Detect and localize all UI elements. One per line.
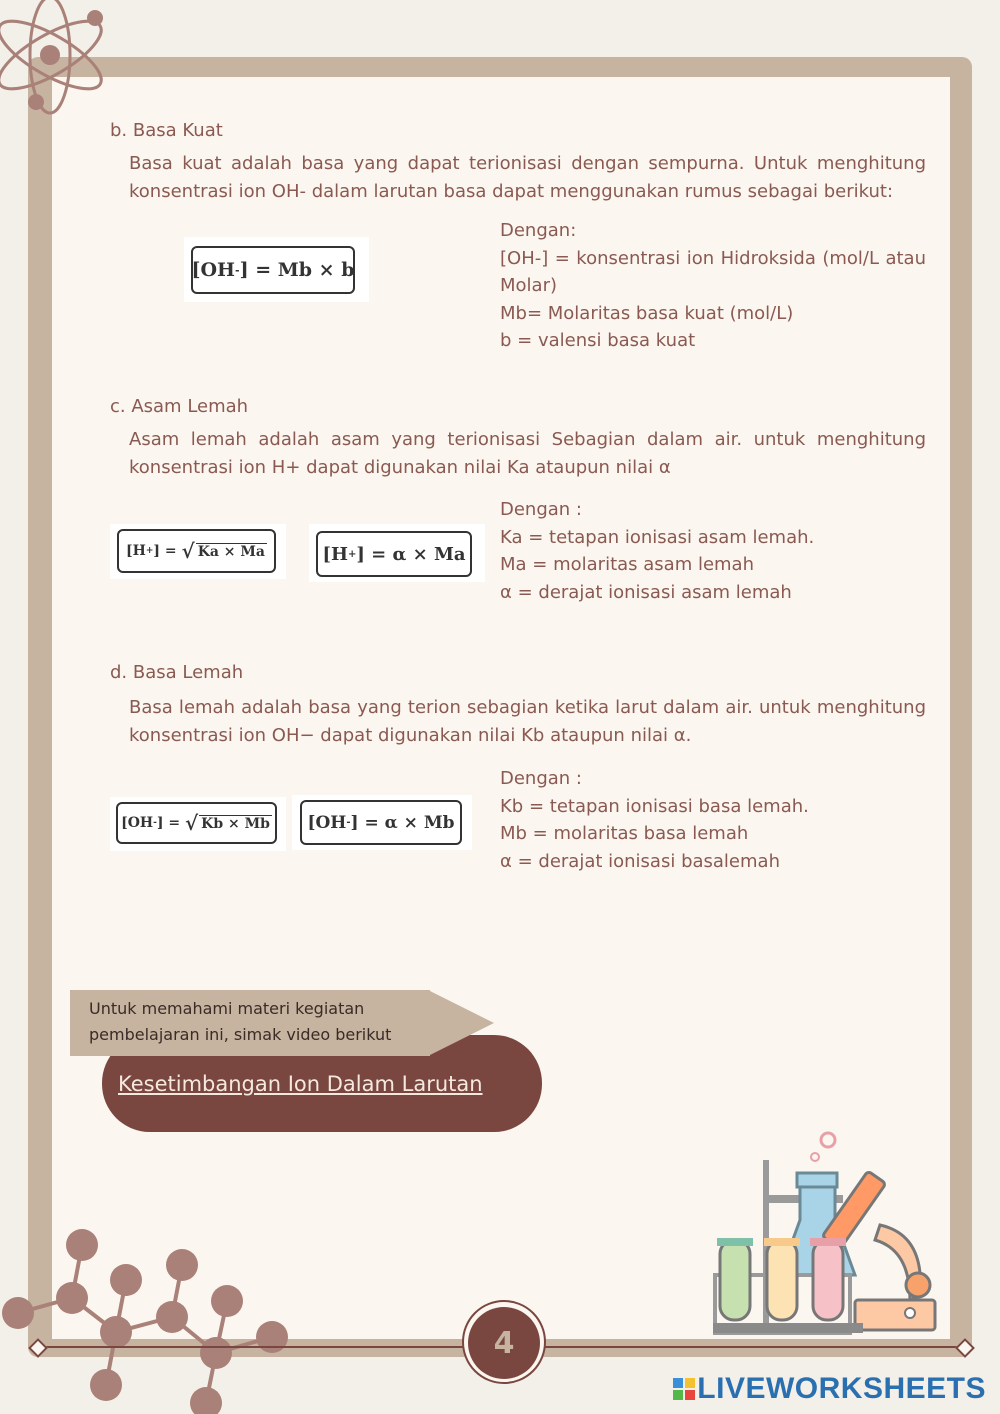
definition-line: α = derajat ionisasi asam lemah bbox=[500, 581, 792, 603]
definition-line: Mb = molaritas basa lemah bbox=[500, 823, 749, 844]
definition-line: Kb = tetapan ionisasi basa lemah. bbox=[500, 795, 809, 817]
section-heading-asam-lemah: c. Asam Lemah bbox=[110, 396, 249, 417]
paragraph-basa-lemah: Basa lemah adalah basa yang terion sebagian ketika larut dalam air. untuk menghitung konsentrasi ion OH− dapat digunakan nilai Kb ataupun nilai α. bbox=[129, 697, 926, 746]
atom-icon bbox=[0, 0, 115, 115]
definition-line: [OH-] = konsentrasi ion Hidroksida (mol/L atau Molar) bbox=[500, 247, 926, 296]
formula-text: ] = α × Ma bbox=[356, 543, 466, 565]
formula-radicand: Ka × Ma bbox=[197, 543, 265, 560]
definition-line: Dengan : bbox=[500, 768, 582, 789]
formula-oh-strong-base bbox=[191, 246, 355, 294]
page-number: 4 bbox=[468, 1307, 540, 1379]
liveworksheets-logo-icon bbox=[673, 1378, 695, 1400]
section-heading-basa-lemah: d. Basa Lemah bbox=[110, 662, 244, 683]
formula-radicand: Kb × Mb bbox=[201, 815, 270, 832]
definitions-basa-kuat bbox=[500, 217, 926, 355]
video-banner-text: Untuk memahami materi kegiatan pembelajaran ini, simak video berikut bbox=[89, 999, 392, 1044]
formula-text: [OH bbox=[191, 259, 236, 281]
formula-h-sqrt-ka bbox=[117, 529, 276, 573]
formula-superscript: - bbox=[235, 263, 240, 277]
formula-text: [H bbox=[126, 543, 146, 559]
sqrt-symbol: √ bbox=[181, 539, 195, 563]
definition-line: Dengan: bbox=[500, 220, 577, 241]
formula-text: [OH bbox=[121, 815, 154, 831]
formula-text: ] = bbox=[153, 543, 182, 559]
formula-superscript: - bbox=[153, 818, 157, 828]
definition-line: b = valensi basa kuat bbox=[500, 330, 696, 351]
section-heading-basa-kuat: b. Basa Kuat bbox=[110, 120, 223, 141]
formula-superscript: + bbox=[145, 546, 154, 556]
definition-line: Mb= Molaritas basa kuat (mol/L) bbox=[500, 302, 794, 324]
formula-h-alpha bbox=[316, 531, 472, 577]
banner-arrow-tip bbox=[428, 990, 494, 1056]
definition-line: Ka = tetapan ionisasi asam lemah. bbox=[500, 526, 815, 548]
definition-line: α = derajat ionisasi basalemah bbox=[500, 850, 780, 872]
formula-text: ] = Mb × b bbox=[239, 259, 355, 281]
formula-oh-sqrt-kb bbox=[116, 802, 277, 844]
paragraph-basa-kuat: Basa kuat adalah basa yang dapat terionisasi dengan sempurna. Untuk menghitung konsentrasi ion OH- dalam larutan basa dapat menggunakan rumus sebagai berikut: bbox=[129, 153, 926, 202]
sqrt-symbol: √ bbox=[185, 811, 199, 835]
liveworksheets-brand bbox=[673, 1372, 986, 1406]
definition-line: Dengan : bbox=[500, 499, 582, 520]
video-link[interactable]: Kesetimbangan Ion Dalam Larutan bbox=[118, 1072, 483, 1096]
molecule-icon bbox=[0, 1225, 300, 1414]
formula-superscript: - bbox=[346, 817, 351, 828]
formula-text: ] = α × Mb bbox=[350, 812, 455, 833]
paragraph-asam-lemah: Asam lemah adalah asam yang terionisasi Sebagian dalam air. untuk menghitung konsentrasi ion H+ dapat digunakan nilai Ka ataupun nilai α bbox=[129, 429, 926, 478]
formula-superscript: + bbox=[347, 548, 357, 560]
formula-text: ] = bbox=[156, 815, 185, 831]
definitions-asam-lemah bbox=[500, 496, 926, 606]
brand-name: LIVEWORKSHEETS bbox=[697, 1372, 986, 1405]
definitions-basa-lemah bbox=[500, 765, 926, 875]
formula-text: [OH bbox=[307, 812, 347, 833]
definition-line: Ma = molaritas asam lemah bbox=[500, 554, 754, 575]
formula-oh-alpha bbox=[300, 800, 462, 845]
lab-equipment-icon bbox=[705, 1125, 950, 1340]
formula-text: [H bbox=[322, 543, 348, 565]
